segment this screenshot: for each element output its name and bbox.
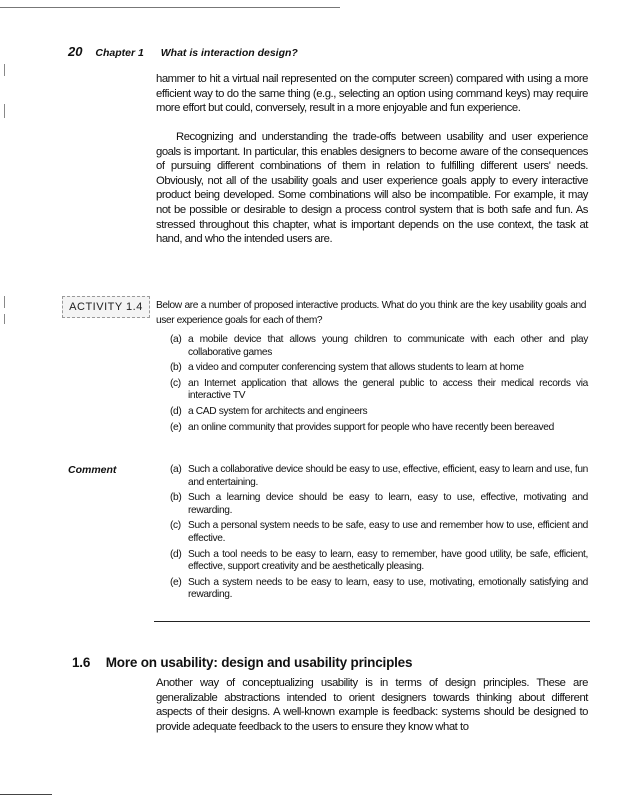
item-marker: (d) xyxy=(170,405,182,417)
chapter-label: Chapter 1 xyxy=(95,47,144,59)
margin-mark xyxy=(4,314,5,324)
list-item xyxy=(170,406,588,419)
item-text: an Internet application that allows the general public to access their medical records via interactive TV xyxy=(188,377,588,402)
margin-mark xyxy=(4,296,5,308)
section-heading xyxy=(72,655,412,670)
list-item xyxy=(170,378,588,403)
list-item xyxy=(170,464,588,489)
margin-mark xyxy=(4,64,5,76)
top-rule xyxy=(0,7,340,8)
list-item xyxy=(170,422,588,435)
item-text: Such a learning device should be easy to learn, easy to use, effective, motivating and rewarding. xyxy=(188,492,588,516)
item-text: a video and computer conferencing system that allows students to learn at home xyxy=(188,362,524,374)
item-text: a CAD system for architects and engineers xyxy=(188,405,368,417)
list-item xyxy=(170,549,588,574)
margin-mark xyxy=(4,104,5,118)
running-header xyxy=(68,44,298,59)
item-text: Such a collaborative device should be easy to use, effective, efficient, easy to learn and use, fun and entertaining. xyxy=(188,464,588,488)
list-item xyxy=(170,334,588,359)
activity-list xyxy=(170,334,588,437)
list-item xyxy=(170,577,588,602)
item-text: Such a tool needs to be easy to learn, easy to remember, have good utility, be safe, efficient, effective, support creativity and be aesthetically pleasing. xyxy=(188,548,588,573)
list-item xyxy=(170,492,588,517)
item-marker: (a) xyxy=(170,334,182,345)
item-marker: (e) xyxy=(170,576,182,588)
item-text: an online community that provides support for people who have recently been bereaved xyxy=(188,421,554,433)
item-marker: (a) xyxy=(170,464,182,475)
activity-badge: ACTIVITY 1.4 xyxy=(62,296,150,318)
list-item xyxy=(170,520,588,545)
item-marker: (b) xyxy=(170,492,182,504)
item-marker: (b) xyxy=(170,362,182,374)
chapter-title: What is interaction design? xyxy=(160,47,298,59)
item-marker: (c) xyxy=(170,520,181,532)
item-text: a mobile device that allows young children to communicate with each other and play collaborative games xyxy=(188,334,588,358)
section-title: More on usability: design and usability principles xyxy=(105,655,413,670)
section-number: 1.6 xyxy=(72,655,91,670)
item-text: Such a system needs to be easy to learn, easy to use, motivating, emotionally satisfying and rewarding. xyxy=(188,576,588,601)
list-item xyxy=(170,362,588,375)
item-text: Such a personal system needs to be safe, easy to use and remember how to use, efficient and effective. xyxy=(188,520,588,544)
item-marker: (e) xyxy=(170,421,182,433)
item-marker: (c) xyxy=(170,377,181,389)
body-paragraph: Recognizing and understanding the trade-offs between usability and user experience goals is important. In particular, this enables designers to become aware of the consequences of pursuing different combinations of them in relation to fulfilling different users' needs. Obviously, not all of the usability goals and user experience goals apply to every interactive product being developed. Some combinations will also be incompatible. For example, it may not be possible or desirable to design a process control system that is both safe and fun. As stressed throughout this chapter, what is important depends on the use context, the task at hand, and who the intended users are. xyxy=(156,131,588,246)
activity-intro: Below are a number of proposed interactive products. What do you think are the key usability goals and user experience goals for each of them? xyxy=(156,300,586,326)
comment-list xyxy=(170,464,588,605)
comment-label: Comment xyxy=(68,464,117,476)
bottom-rule xyxy=(0,794,52,795)
section-divider xyxy=(154,621,590,622)
body-paragraph: Another way of conceptualizing usability is in terms of design principles. These are generalizable abstractions intended to orient designers towards thinking about different aspects of their designs. A well-known example is feedback: systems should be designed to provide adequate feedback to the users to ensure they know what to xyxy=(156,677,588,733)
page-number: 20 xyxy=(68,44,83,59)
body-paragraph: hammer to hit a virtual nail represented on the computer screen) compared with using a more efficient way to do the same thing (e.g., selecting an option using command keys) may require more effort but could, conversely, result in a more enjoyable and fun experience. xyxy=(156,73,588,115)
item-marker: (d) xyxy=(170,548,182,560)
